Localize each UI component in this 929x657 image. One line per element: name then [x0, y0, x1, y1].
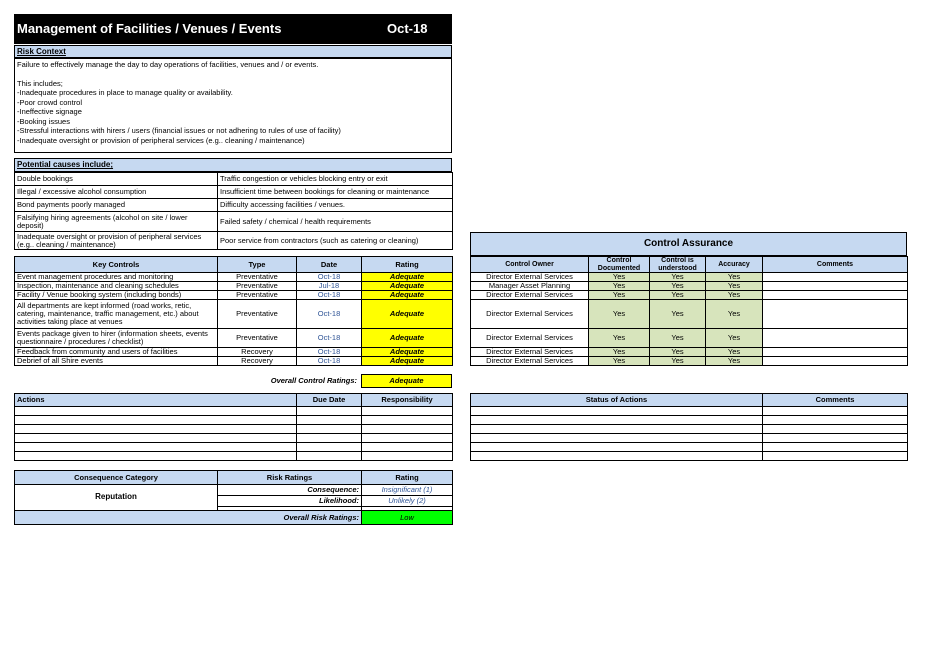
actions-header: Actions: [15, 394, 297, 407]
consequence-value: Insignificant (1): [362, 485, 453, 496]
control-name: Inspection, maintenance and cleaning schedules: [15, 282, 218, 291]
consequence-header: Risk Ratings: [218, 471, 362, 485]
comments-cell: [763, 282, 908, 291]
understood-cell: Yes: [650, 357, 706, 366]
responsibility-cell[interactable]: [362, 434, 453, 443]
likelihood-label: Likelihood:: [218, 496, 362, 507]
status-comment-cell[interactable]: [763, 434, 908, 443]
assurance-header: Control Documented: [589, 257, 650, 273]
controls-header: Date: [297, 257, 362, 273]
consequence-table: [14, 470, 453, 525]
status-cell[interactable]: [471, 443, 763, 452]
cause-cell: Difficulty accessing facilities / venues.: [218, 199, 453, 212]
accuracy-cell: Yes: [706, 282, 763, 291]
consequence-header: Consequence Category: [15, 471, 218, 485]
risk-item: -Inadequate procedures in place to manage quality or availability.: [17, 88, 233, 97]
risk-item: -Inadequate oversight or provision of peripheral services (e.g.. cleaning / maintenance): [17, 135, 305, 145]
comments-cell: [763, 291, 908, 300]
accuracy-cell: Yes: [706, 273, 763, 282]
documented-cell: Yes: [589, 329, 650, 348]
consequence-header: Rating: [362, 471, 453, 485]
cause-cell: Double bookings: [15, 173, 218, 186]
action-cell[interactable]: [15, 452, 297, 461]
status-comment-cell[interactable]: [763, 416, 908, 425]
control-date: Oct-18: [297, 291, 362, 300]
overall-control-value: Adequate: [361, 374, 452, 388]
action-cell[interactable]: [15, 407, 297, 416]
causes-heading: Potential causes include;: [14, 158, 452, 172]
assurance-header: Control Owner: [471, 257, 589, 273]
assurance-header: Comments: [763, 257, 908, 273]
control-owner: Manager Asset Planning: [471, 282, 589, 291]
status-header: Status of Actions: [471, 394, 763, 407]
assurance-header: Accuracy: [706, 257, 763, 273]
consequence-label: Consequence:: [218, 485, 362, 496]
control-rating: Adequate: [362, 291, 453, 300]
understood-cell: Yes: [650, 300, 706, 329]
comments-cell: [763, 300, 908, 329]
control-owner: Director External Services: [471, 273, 589, 282]
actions-header: Responsibility: [362, 394, 453, 407]
control-type: Recovery: [218, 357, 297, 366]
risk-item: -Stressful interactions with hirers / users (financial issues or not adhering to rules of use of facility): [17, 126, 341, 135]
causes-table: [14, 172, 453, 250]
accuracy-cell: Yes: [706, 329, 763, 348]
control-type: Preventative: [218, 291, 297, 300]
responsibility-cell[interactable]: [362, 452, 453, 461]
cause-cell: Traffic congestion or vehicles blocking entry or exit: [218, 173, 453, 186]
actions-header: Due Date: [297, 394, 362, 407]
control-rating: Adequate: [362, 357, 453, 366]
status-cell[interactable]: [471, 452, 763, 461]
controls-header: Rating: [362, 257, 453, 273]
control-owner: Director External Services: [471, 291, 589, 300]
due-date-cell[interactable]: [297, 416, 362, 425]
comments-cell: [763, 357, 908, 366]
accuracy-cell: Yes: [706, 291, 763, 300]
assurance-header: Control is understood: [650, 257, 706, 273]
control-date: Oct-18: [297, 348, 362, 357]
control-rating: Adequate: [362, 348, 453, 357]
control-name: Feedback from community and users of facilities: [15, 348, 218, 357]
controls-table: [14, 256, 453, 366]
control-name: Events package given to hirer (information sheets, events questionnaire / procedures / checklist): [15, 329, 218, 348]
cause-cell: Inadequate oversight or provision of peripheral services (e.g.. cleaning / maintenance): [15, 232, 218, 250]
period-label: Oct-18: [387, 21, 428, 36]
status-table: [470, 393, 908, 461]
overall-risk-label: Overall Risk Ratings:: [15, 511, 362, 525]
accuracy-cell: Yes: [706, 348, 763, 357]
status-cell[interactable]: [471, 425, 763, 434]
risk-context-box: [14, 58, 452, 153]
cause-cell: Falsifying hiring agreements (alcohol on site / lower deposit): [15, 212, 218, 232]
comments-cell: [763, 329, 908, 348]
due-date-cell[interactable]: [297, 434, 362, 443]
control-owner: Director External Services: [471, 300, 589, 329]
documented-cell: Yes: [589, 282, 650, 291]
responsibility-cell[interactable]: [362, 416, 453, 425]
cause-cell: Insufficient time between bookings for cleaning or maintenance: [218, 186, 453, 199]
control-type: Preventative: [218, 300, 297, 329]
control-type: Preventative: [218, 273, 297, 282]
due-date-cell[interactable]: [297, 443, 362, 452]
overall-control-label: Overall Control Ratings:: [270, 376, 357, 385]
action-cell[interactable]: [15, 425, 297, 434]
status-cell[interactable]: [471, 416, 763, 425]
control-owner: Director External Services: [471, 348, 589, 357]
control-owner: Director External Services: [471, 357, 589, 366]
control-rating: Adequate: [362, 273, 453, 282]
comments-cell: [763, 273, 908, 282]
documented-cell: Yes: [589, 300, 650, 329]
control-name: Facility / Venue booking system (including bonds): [15, 291, 218, 300]
status-comment-cell[interactable]: [763, 425, 908, 434]
understood-cell: Yes: [650, 348, 706, 357]
risk-summary: Failure to effectively manage the day to day operations of facilities, venues and / or events.: [17, 60, 319, 69]
control-date: Oct-18: [297, 300, 362, 329]
risk-context-heading: Risk Context: [14, 45, 452, 58]
understood-cell: Yes: [650, 291, 706, 300]
controls-header: Type: [218, 257, 297, 273]
control-date: Oct-18: [297, 273, 362, 282]
page-title: Management of Facilities / Venues / Events: [17, 21, 282, 36]
control-date: Jul-18: [297, 282, 362, 291]
documented-cell: Yes: [589, 273, 650, 282]
risk-item: -Poor crowd control: [17, 97, 83, 107]
control-date: Oct-18: [297, 357, 362, 366]
title-bar: [14, 14, 452, 44]
control-owner: Director External Services: [471, 329, 589, 348]
consequence-category: Reputation: [15, 485, 218, 511]
due-date-cell[interactable]: [297, 425, 362, 434]
cause-cell: Illegal / excessive alcohol consumption: [15, 186, 218, 199]
status-comment-cell[interactable]: [763, 452, 908, 461]
control-name: Event management procedures and monitoring: [15, 273, 218, 282]
control-name: Debrief of all Shire events: [15, 357, 218, 366]
controls-header: Key Controls: [15, 257, 218, 273]
overall-risk-value: Low: [362, 511, 453, 525]
assurance-title: Control Assurance: [470, 232, 907, 256]
status-comment-cell[interactable]: [763, 443, 908, 452]
comments-cell: [763, 348, 908, 357]
includes-label: This includes;: [17, 78, 63, 88]
risk-item: -Booking issues: [17, 116, 70, 126]
accuracy-cell: Yes: [706, 300, 763, 329]
responsibility-cell[interactable]: [362, 407, 453, 416]
cause-cell: Poor service from contractors (such as catering or cleaning): [218, 232, 453, 250]
assurance-table: [470, 256, 908, 366]
cause-cell: Failed safety / chemical / health requirements: [218, 212, 453, 232]
likelihood-value: Unlikely (2): [362, 496, 453, 507]
responsibility-cell[interactable]: [362, 443, 453, 452]
control-name: All departments are kept informed (road works, retic, catering, maintenance, traffic management, etc.) about activities taking place at venues: [15, 300, 218, 329]
control-rating: Adequate: [362, 300, 453, 329]
documented-cell: Yes: [589, 348, 650, 357]
understood-cell: Yes: [650, 329, 706, 348]
accuracy-cell: Yes: [706, 357, 763, 366]
status-header: Comments: [763, 394, 908, 407]
action-cell[interactable]: [15, 443, 297, 452]
control-rating: Adequate: [362, 282, 453, 291]
documented-cell: Yes: [589, 357, 650, 366]
documented-cell: Yes: [589, 291, 650, 300]
cause-cell: Bond payments poorly managed: [15, 199, 218, 212]
control-rating: Adequate: [362, 329, 453, 348]
due-date-cell[interactable]: [297, 407, 362, 416]
action-cell[interactable]: [15, 416, 297, 425]
control-type: Recovery: [218, 348, 297, 357]
understood-cell: Yes: [650, 273, 706, 282]
responsibility-cell[interactable]: [362, 425, 453, 434]
due-date-cell[interactable]: [297, 452, 362, 461]
control-type: Preventative: [218, 329, 297, 348]
status-cell[interactable]: [471, 407, 763, 416]
status-cell[interactable]: [471, 434, 763, 443]
control-date: Oct-18: [297, 329, 362, 348]
status-comment-cell[interactable]: [763, 407, 908, 416]
actions-table: [14, 393, 453, 461]
action-cell[interactable]: [15, 434, 297, 443]
control-type: Preventative: [218, 282, 297, 291]
understood-cell: Yes: [650, 282, 706, 291]
risk-item: -Ineffective signage: [17, 107, 82, 116]
